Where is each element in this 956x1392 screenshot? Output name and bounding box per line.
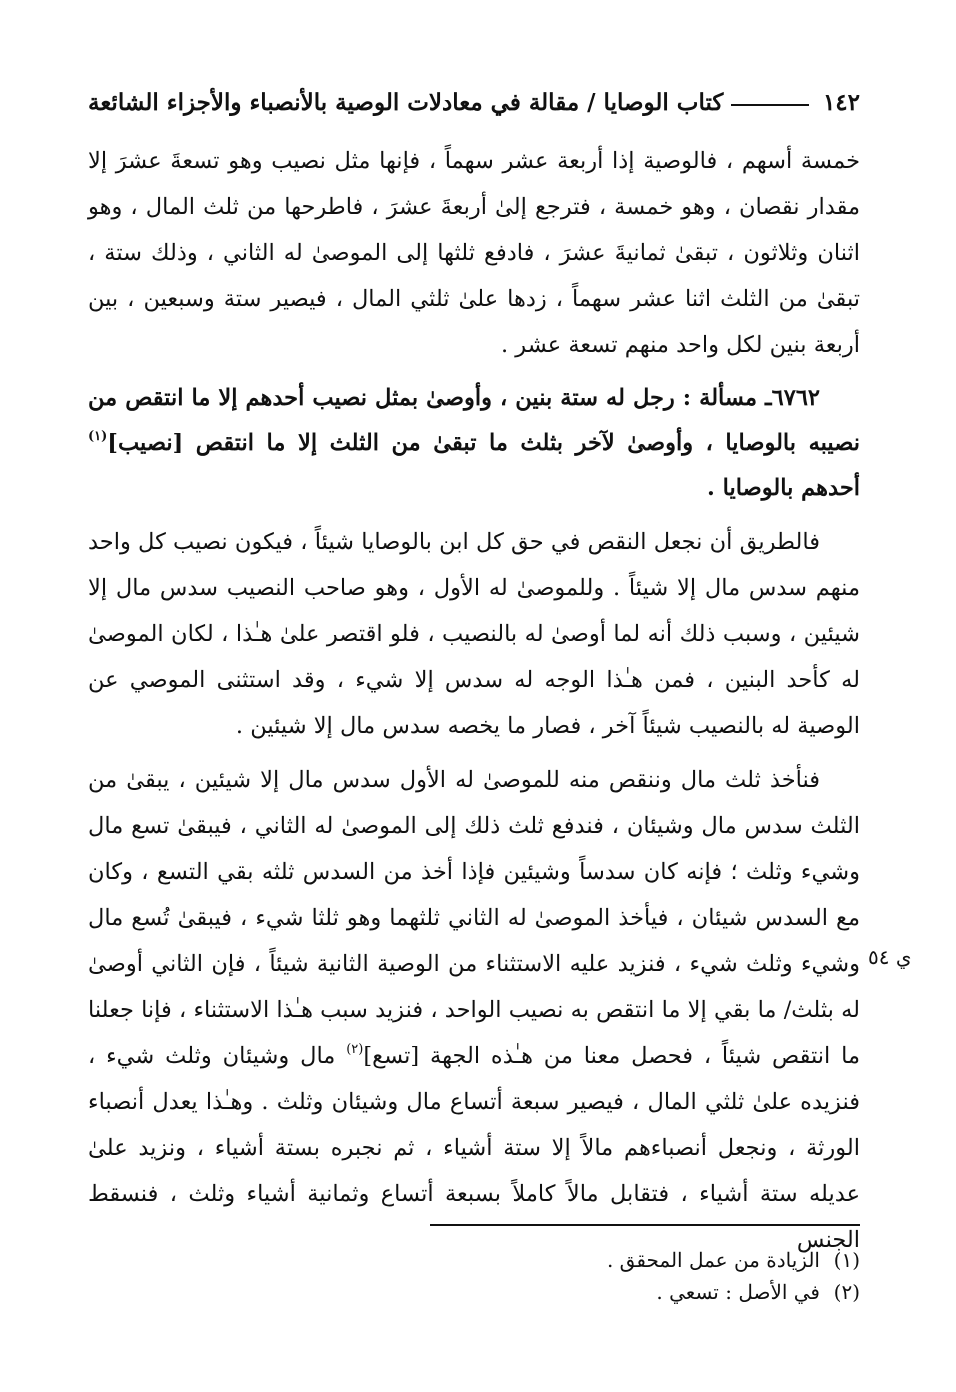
footnote-2-text: في الأصل : تسعي . (656, 1280, 820, 1304)
header-rule (731, 104, 809, 106)
running-title: كتاب الوصايا / مقالة في معادلات الوصية بالأنصباء والأجزاء الشائعة (88, 88, 724, 116)
issue-text-part-2: أحدهم بالوصايا . (707, 475, 860, 501)
footnote-1 (430, 1244, 860, 1276)
footnote-2 (430, 1276, 860, 1308)
footnote-rule (430, 1224, 860, 1226)
footnote-1-text: الزيادة من عمل المحقق . (606, 1248, 820, 1272)
paragraph-4 (88, 757, 860, 1263)
footnote-ref-2: (٢) (346, 1042, 364, 1057)
footnote-1-number: (١) (833, 1248, 860, 1272)
footnote-ref-1: (١) (88, 429, 108, 444)
margin-note: ي ٥٤ (868, 945, 912, 969)
paragraph-1: خمسة أسهم ، فالوصية إذا أربعة عشر سهماً ، فإنها مثل نصيب وهو تسعةَ عشرَ إلا مقدار نقصان ، وهو خمسة ، فترجع إلىٰ أربعةَ عشرَ ، فاطرحها من ثلث المال ، وهو اثنان وثلاثون ، تبقىٰ ثمانيةَ عشرَ ، فادفع ثلثها إلى الموصىٰ له الثاني ، وذلك ستة ، تبقىٰ من الثلث اثنا عشر سهماً ، زدها علىٰ ثلثي المال ، فيصير ستة وسبعين ، بين أربعة بنين لكل واحد منهم تسعة عشر . (88, 148, 860, 358)
paragraph-3: فالطريق أن نجعل النقص في حق كل ابن بالوصايا شيئاً ، فيكون نصيب كل واحد منهم سدس مال إلا شيئاً . وللموصىٰ له الأول ، وهو صاحب النصيب سدس مال إلا شيئين ، وسبب ذلك أنه لما أوصىٰ له بالنصيب ، فلو اقتصر علىٰ هـٰذا ، لكان الموصىٰ له كأحد البنين ، فمن هـٰذا الوجه له سدس إلا شيء ، وقد استثنى الموصي عن الوصية له بالنصيب شيئاً آخر ، فصار ما يخصه سدس مال إلا شيئين . (88, 529, 860, 739)
body-text (88, 138, 860, 1263)
footnotes (430, 1244, 860, 1308)
page-header (88, 84, 860, 120)
paragraph-4-part-1: فنأخذ ثلث مال وننقص منه للموصىٰ له الأول سدس مال إلا شيئين ، يبقىٰ من الثلث سدس مال وشيئان ، فندفع ثلث ذلك إلى الموصىٰ له الثاني ، فيبقىٰ تسع مال وشيء وثلث ؛ فإنه كان سدساً وشيئين فإذا أخذ من السدس ثلثه بقي التسع ، وكان مع السدس شيئان ، فيأخذ الموصىٰ له الثاني ثلثهما وهو ثلثا شيء ، فيبقىٰ تُسع مال وشيء وثلث شيء ، فنزيد عليه الاستثناء من الوصية الثانية شيئاً ، فإن الثاني أوصىٰ له بثلث/ ما بقي إلا ما انتقص به نصيب الواحد ، فنزيد سبب هـٰذا الاستثناء ، فإنا جعلنا ما انتقص شيئاً ، فحصل معنا من هـٰذه الجهة [تسع] (88, 767, 861, 1069)
paragraph-4-part-2: مال وشيئان وثلث شيء ، فنزيده علىٰ ثلثي المال ، فيصير سبعة أتساع مال وشيئان وثلث . وهـٰذا يعدل أنصباء الورثة ، ونجعل أنصباءهم مالاً إلا ستة أشياء ، ثم نجبره بستة أشياء ، ونزيد علىٰ عديله ستة أشياء ، فتقابل مالاً كاملاً بسبعة أتساع وثمانية أشياء وثلث ، فنسقط الجنس (88, 1043, 860, 1253)
issue-paragraph (88, 376, 860, 511)
footnote-2-number: (٢) (833, 1280, 860, 1304)
issue-text-part-1: ٦٧٦٢ـ مسألة : رجل له ستة بنين ، وأوصىٰ بمثل نصيب أحدهم إلا ما انتقص من نصيبه بالوصايا ، وأوصىٰ لآخر بثلث ما تبقىٰ من الثلث إلا ما انتقص [نصيب] (88, 385, 860, 456)
page-number: ١٤٢ (822, 88, 860, 116)
